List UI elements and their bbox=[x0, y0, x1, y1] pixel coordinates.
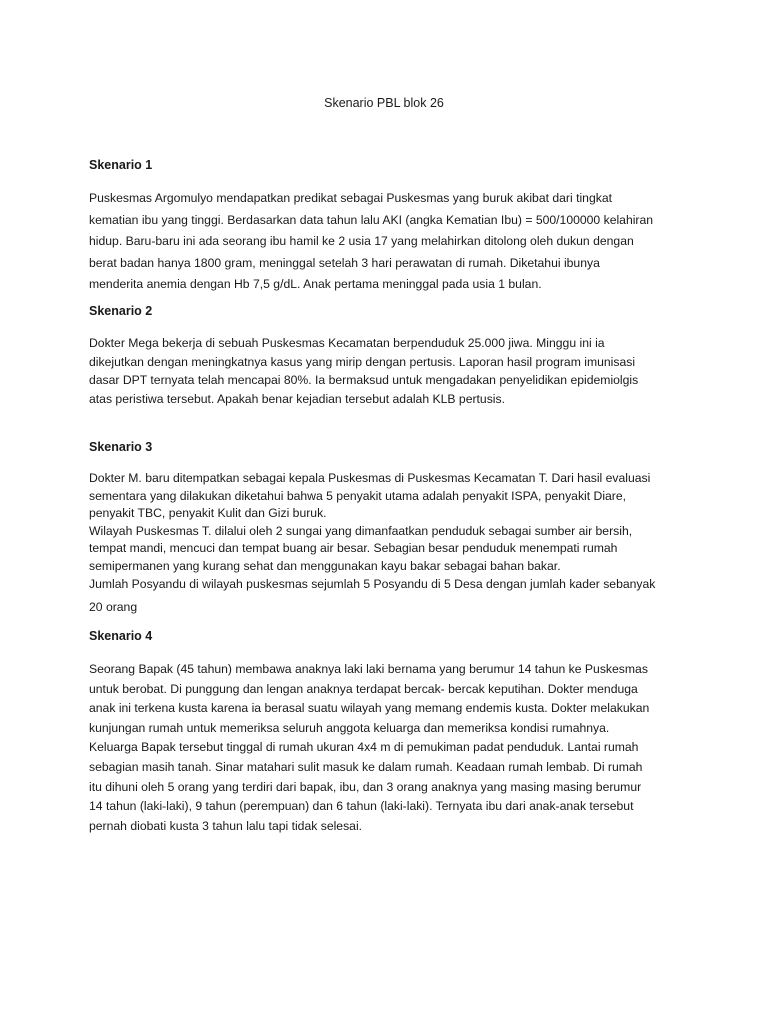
paragraph-line: 14 tahun (laki-laki), 9 tahun (perempuan) dan 6 tahun (laki-laki). Ternyata ibu dari anak-anak tersebut bbox=[89, 799, 634, 814]
paragraph-line: kematian ibu yang tinggi. Berdasarkan data tahun lalu AKI (angka Kematian Ibu) = 500/100000 kelahiran bbox=[89, 212, 654, 227]
paragraph-line: pernah diobati kusta 3 tahun lalu tapi tidak selesai. bbox=[89, 818, 363, 833]
paragraph-line: semipermanen yang kurang sehat dan menggunakan kayu bakar sebagai bahan bakar. bbox=[89, 558, 561, 573]
paragraph-line: berat badan hanya 1800 gram, meninggal setelah 3 hari perawatan di rumah. Diketahui ibunya bbox=[89, 255, 600, 270]
paragraph-line: penyakit TBC, penyakit Kulit dan Gizi buruk. bbox=[89, 506, 327, 521]
paragraph-line: menderita anemia dengan Hb 7,5 g/dL. Anak pertama meninggal pada usia 1 bulan. bbox=[89, 277, 542, 292]
paragraph-line: hidup. Baru-baru ini ada seorang ibu hamil ke 2 usia 17 yang melahirkan ditolong oleh dukun dengan bbox=[89, 234, 634, 249]
paragraph-line: sementara yang dilakukan diketahui bahwa 5 penyakit utama adalah penyakit ISPA, penyakit Diare, bbox=[89, 488, 627, 503]
paragraph-line: kunjungan rumah untuk memeriksa seluruh anggota keluarga dan memeriksa kondisi rumahnya. bbox=[89, 720, 610, 735]
paragraph-line: 20 orang bbox=[89, 600, 138, 615]
paragraph-line: Keluarga Bapak tersebut tinggal di rumah ukuran 4x4 m di pemukiman padat penduduk. Lantai rumah bbox=[89, 740, 639, 755]
section-paragraph-3 bbox=[89, 470, 689, 615]
paragraph-line: dasar DPT ternyata telah mencapai 80%. Ia bermaksud untuk mengadakan penyelidikan epidemiolgis bbox=[89, 373, 639, 388]
section-paragraph-2 bbox=[89, 334, 689, 409]
document-title: Skenario PBL blok 26 bbox=[324, 96, 444, 110]
paragraph-line: untuk berobat. Di punggung dan lengan anaknya terdapat bercak- bercak keputihan. Dokter menduga bbox=[89, 681, 638, 696]
paragraph-line: Dokter M. baru ditempatkan sebagai kepala Puskesmas di Puskesmas Kecamatan T. Dari hasil evaluasi bbox=[89, 471, 651, 485]
paragraph-line: Dokter Mega bekerja di sebuah Puskesmas Kecamatan berpenduduk 25.000 jiwa. Minggu ini ia bbox=[89, 336, 605, 350]
paragraph-line: itu dihuni oleh 5 orang yang terdiri dari bapak, ibu, dan 3 orang anaknya yang masing masing berumur bbox=[89, 779, 642, 794]
section-heading-2: Skenario 2 bbox=[89, 304, 153, 318]
paragraph-line: tempat mandi, mencuci dan tempat buang air besar. Sebagian besar penduduk menempati rumah bbox=[89, 541, 618, 556]
section-heading-4: Skenario 4 bbox=[89, 629, 153, 643]
section-heading-1: Skenario 1 bbox=[89, 158, 153, 172]
paragraph-line: anak ini terkena kusta karena ia berasal suatu wilayah yang memang endemis kusta. Dokter melakukan bbox=[89, 701, 650, 716]
paragraph-line: Seorang Bapak (45 tahun) membawa anaknya laki laki bernama yang berumur 14 tahun ke Puskesmas bbox=[89, 662, 648, 676]
section-heading-3: Skenario 3 bbox=[89, 440, 153, 454]
paragraph-line: Puskesmas Argomulyo mendapatkan predikat sebagai Puskesmas yang buruk akibat dari tingkat bbox=[89, 191, 612, 205]
paragraph-line: Jumlah Posyandu di wilayah puskesmas sejumlah 5 Posyandu di 5 Desa dengan jumlah kader sebanyak bbox=[89, 576, 656, 591]
section-paragraph-4 bbox=[89, 660, 689, 836]
paragraph-line: sebagian masih tanah. Sinar matahari sulit masuk ke dalam rumah. Keadaan rumah lembab. Di rumah bbox=[89, 759, 643, 774]
paragraph-line: atas peristiwa tersebut. Apakah benar kejadian tersebut adalah KLB pertusis. bbox=[89, 392, 505, 407]
paragraph-line: dikejutkan dengan meningkatnya kasus yang mirip dengan pertusis. Laporan hasil program imunisasi bbox=[89, 354, 636, 369]
paragraph-line: Wilayah Puskesmas T. dilalui oleh 2 sungai yang dimanfaatkan penduduk sebagai sumber air bersih, bbox=[89, 523, 633, 538]
section-paragraph-1 bbox=[89, 188, 689, 296]
